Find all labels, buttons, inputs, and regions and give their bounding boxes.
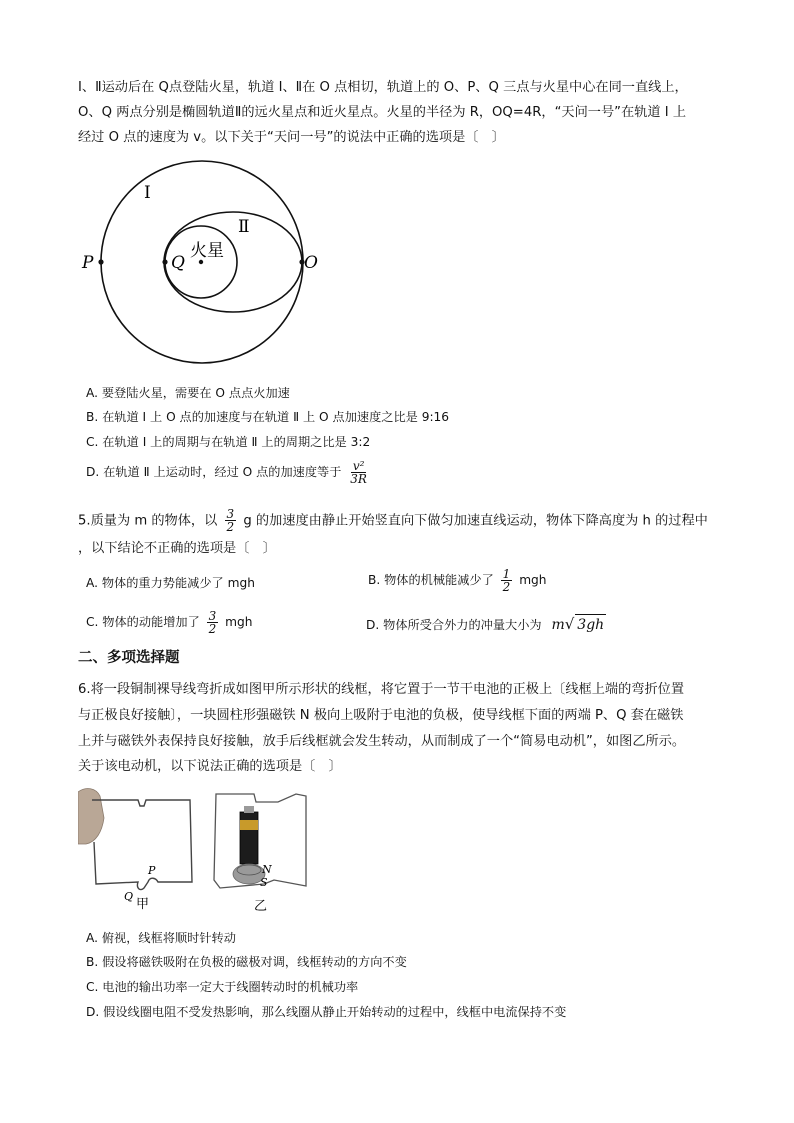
battery-body xyxy=(240,812,258,864)
q4-option-d xyxy=(86,460,372,485)
section-2-title: 二、多项选择题 xyxy=(78,650,180,666)
wire-frame-jia xyxy=(92,800,192,890)
q5-option-b-text: B. 物体的机械能减少了 xyxy=(368,573,494,587)
q5-fraction-num: 3 xyxy=(226,507,235,521)
q5-line-1-start: 5.质量为 m 的物体，以 xyxy=(78,513,218,529)
point-q-label: Q xyxy=(171,253,185,273)
label-p-jia: P xyxy=(148,864,156,877)
label-s-yi: S xyxy=(260,876,268,889)
q4-intro-line-2: O、Q 两点分别是椭圆轨道Ⅱ的远火星点和近火星点。火星的半径为 R，OQ=4R，“天问一号”在轨道 Ⅰ 上 xyxy=(78,105,687,120)
q5-option-c-text: C. 物体的动能增加了 xyxy=(86,615,200,629)
q6-option-c: C. 电池的输出功率一定大于线圈转动时的机械功率 xyxy=(86,980,359,994)
q5-fraction-den: 2 xyxy=(226,520,235,534)
q4-option-d-text: D. 在轨道 Ⅱ 上运动时，经过 O 点的加速度等于 xyxy=(86,465,342,479)
q5-option-c xyxy=(86,610,253,635)
q5-option-c-den: 2 xyxy=(208,622,217,636)
q5-option-a: A. 物体的重力势能减少了 mgh xyxy=(86,576,255,590)
q5-line-1 xyxy=(78,508,708,533)
label-n-yi: N xyxy=(262,863,272,876)
q4-option-d-fraction xyxy=(348,460,369,485)
q4-option-b: B. 在轨道 Ⅰ 上 O 点的加速度与在轨道 Ⅱ 上 O 点加速度之比是 9:16 xyxy=(86,410,450,424)
battery-band xyxy=(240,820,258,830)
q6-option-a: A. 俯视，线框将顺时针转动 xyxy=(86,931,236,945)
q5-option-d-radicand: 3gh xyxy=(575,614,606,635)
q6-line-3: 上并与磁铁外表保持良好接触，放手后线框就会发生转动，从而制成了一个“简易电动机”，如图乙所示。 xyxy=(78,734,686,749)
q4-option-d-numerator: v² xyxy=(352,459,365,473)
q5-option-d-m: m xyxy=(551,617,565,633)
q6-option-b: B. 假设将磁铁吸附在负极的磁极对调，线框转动的方向不变 xyxy=(86,955,407,969)
q5-option-c-tail: mgh xyxy=(225,615,253,629)
battery-cap xyxy=(244,806,254,813)
sqrt-icon: √ xyxy=(564,615,575,633)
label-q-jia: Q xyxy=(124,890,134,903)
q5-option-b-fraction xyxy=(501,568,513,593)
mars-label: 火星 xyxy=(190,241,224,261)
figure-jia xyxy=(78,789,192,912)
orbit-diagram xyxy=(78,155,338,370)
q5-line-1-end: g 的加速度由静止开始竖直向下做匀加速直线运动，物体下降高度为 h 的过程中 xyxy=(243,513,708,529)
point-p-dot xyxy=(98,259,103,264)
q6-option-d: D. 假设线圈电阻不受发热影响，那么线圈从静止开始转动的过程中，线框中电流保持不变 xyxy=(86,1005,567,1019)
point-q-dot xyxy=(162,259,167,264)
q5-option-b-num: 1 xyxy=(502,567,511,581)
q4-intro-line-3: 经过 O 点的速度为 v。以下关于“天问一号”的说法中正确的选项是〔 〕 xyxy=(78,130,505,145)
point-o-label: O xyxy=(304,253,318,273)
q4-option-a: A. 要登陆火星，需要在 O 点点火加速 xyxy=(86,386,290,400)
figure-yi xyxy=(214,794,306,914)
q5-line-2: ，以下结论不正确的选项是〔 〕 xyxy=(78,541,276,556)
q6-line-4: 关于该电动机，以下说法正确的选项是〔 〕 xyxy=(78,759,342,774)
q5-option-d xyxy=(366,614,606,635)
q5-fraction xyxy=(225,508,237,533)
label-yi: 乙 xyxy=(254,899,268,914)
q5-option-c-fraction xyxy=(207,610,219,635)
q5-option-b-tail: mgh xyxy=(519,573,547,587)
orbit-2-label: Ⅱ xyxy=(238,217,250,237)
hand-shape xyxy=(78,789,104,844)
orbit-1-label: Ⅰ xyxy=(144,183,151,203)
q5-option-c-num: 3 xyxy=(208,609,217,623)
label-jia: 甲 xyxy=(136,897,150,912)
q4-option-c: C. 在轨道 Ⅰ 上的周期与在轨道 Ⅱ 上的周期之比是 3:2 xyxy=(86,435,371,449)
q4-option-d-denominator: 3R xyxy=(350,472,367,486)
q5-option-b xyxy=(368,568,547,593)
q4-intro-line-1: Ⅰ、Ⅱ运动后在 Q点登陆火星，轨道 Ⅰ、Ⅱ在 O 点相切，轨道上的 O、P、Q 三点与火星中心在同一直线上， xyxy=(78,80,688,95)
q6-line-2: 与正极良好接触〕，一块圆柱形强磁铁 N 极向上吸附于电池的负极，使导线框下面的两端 P、Q 套在磁铁 xyxy=(78,708,684,723)
q5-option-b-den: 2 xyxy=(502,580,511,594)
motor-figures xyxy=(78,782,318,918)
q6-line-1: 6.将一段铜制裸导线弯折成如图甲所示形状的线框，将它置于一节干电池的正极上〔线框上端的弯折位置 xyxy=(78,682,685,697)
q5-option-d-text: D. 物体所受合外力的冲量大小为 xyxy=(366,618,542,632)
point-p-label: P xyxy=(82,253,94,273)
